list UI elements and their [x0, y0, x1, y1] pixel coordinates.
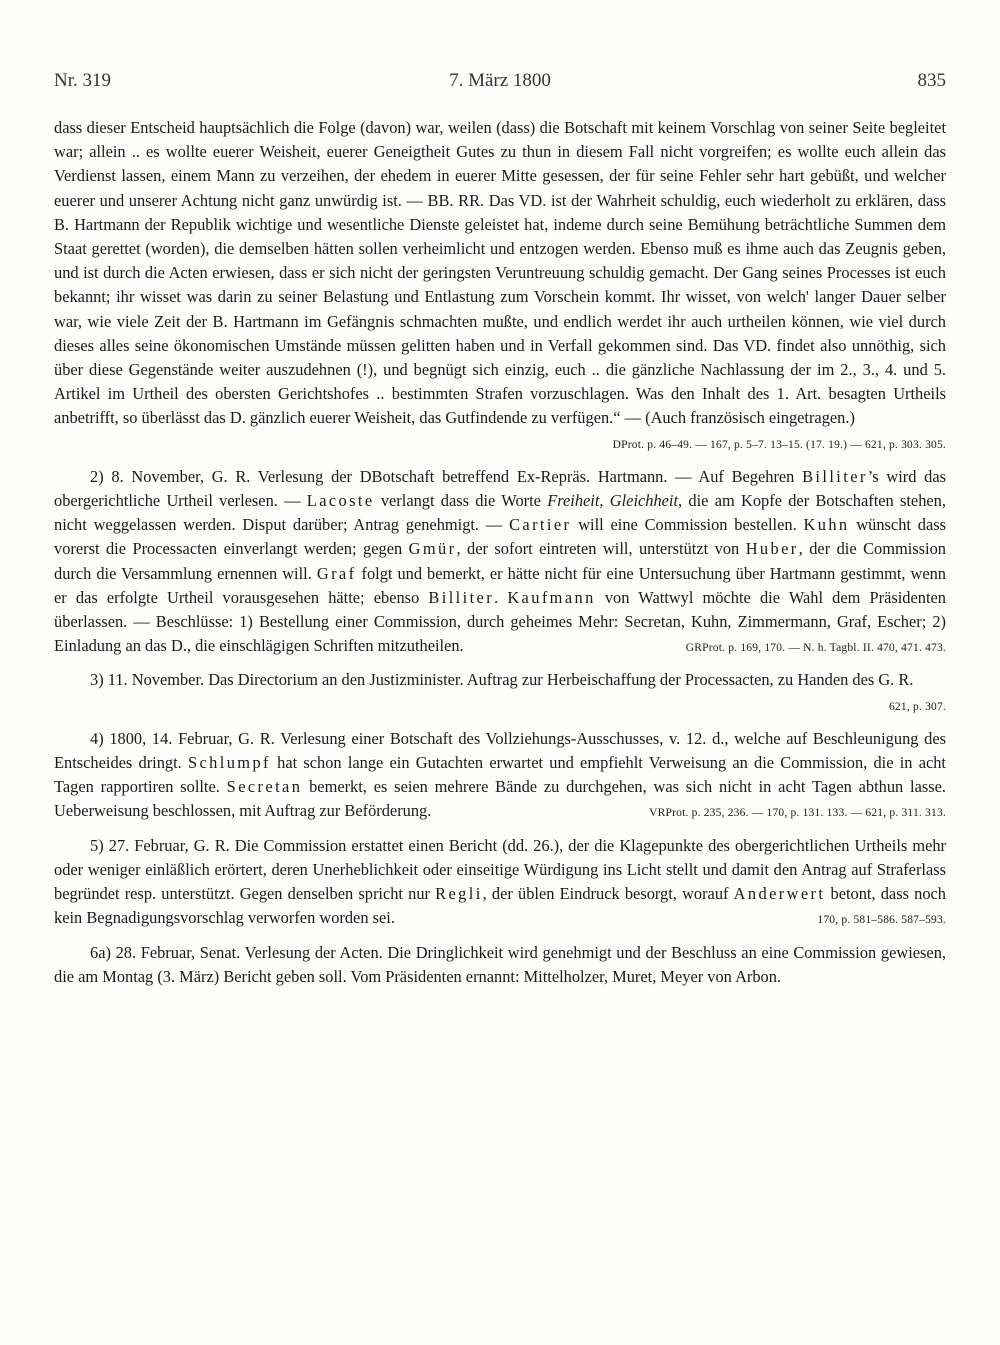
entry-text: hat schon lange ein Gutachten erwartet und empfiehlt Verweisung an die Commission, die in acht Tagen rapportiren sollte.	[54, 753, 946, 797]
page-header	[54, 70, 946, 100]
person-name: Billiter	[428, 587, 495, 607]
document-body	[54, 116, 946, 989]
entry-paragraph	[54, 465, 946, 659]
entry-text: 3) 11. November. Das Directorium an den Justizminister. Auftrag zur Herbeischaffung der Processacten, zu Handen des G. R.	[90, 670, 914, 690]
entry-text: von Wattwyl möchte die Wahl dem Präsidenten überlassen. — Beschlüsse: 1) Bestellung einer Commission, durch geheimes Mehr: Secretan, Kuhn, Zimmermann, Graf, Escher; 2) Einladung an das D., die einschlägigen Schriften mitzutheilen.	[54, 587, 946, 656]
person-name: Lacoste	[306, 491, 375, 511]
entry-paragraph	[54, 668, 946, 713]
entry-text: , der üblen Eindruck besorgt, worauf	[482, 884, 734, 904]
entry-text: 6a) 28. Februar, Senat. Verlesung der Acten. Die Dringlichkeit wird genehmigt und der Beschluss an eine Commission gewiesen, die am Montag (3. März) Bericht geben soll. Vom Präsidenten ernannt: Mittelholzer, Muret, Meyer von Arbon.	[54, 942, 946, 986]
entry-paragraph	[54, 834, 946, 931]
person-name: Graf	[316, 563, 357, 583]
entry-paragraph	[54, 941, 946, 989]
entry-text: 2) 8. November, G. R. Verlesung der DBotschaft betreffend Ex-Repräs. Hartmann. — Auf Begehren	[90, 466, 803, 486]
source-reference: DProt. p. 46–49. — 167, p. 5–7. 13–15. (17. 19.) — 621, p. 303. 305.	[612, 438, 946, 451]
document-number: Nr. 319	[54, 70, 111, 91]
source-reference: 170, p. 581–586. 587–593.	[817, 914, 946, 927]
document-date: 7. März 1800	[449, 70, 551, 91]
person-name: Regli	[435, 884, 483, 904]
entry-text: ’s wird das obergerichtliche Urtheil verlesen. —	[54, 466, 946, 511]
person-name: Anderwert	[733, 884, 826, 904]
entry-text: , der die Commission durch die Versammlung ernennen will.	[54, 539, 946, 583]
person-name: Cartier	[509, 515, 572, 535]
emphasis-text: Freiheit, Gleichheit	[547, 491, 679, 511]
entry-text: will eine Commission bestellen.	[571, 515, 804, 535]
entry-text: , die am Kopfe der Botschaften stehen, nicht weggelassen werden. Disput darüber; Antrag genehmigt. —	[54, 491, 946, 535]
entry-text: , der sofort eintreten will, unterstützt von	[456, 539, 746, 559]
source-reference: GRProt. p. 169, 170. — N. h. Tagbl. II. 470, 471. 473.	[685, 642, 946, 655]
entry-text: 4) 1800, 14. Februar, G. R. Verlesung einer Botschaft des Vollziehungs-Ausschusses, v. 12. d., welche auf Beschleunigung des Entscheides dringt.	[54, 728, 946, 773]
entry-text: folgt und bemerkt, er hätte nicht für eine Untersuchung über Hartmann gestimmt, wenn er das erfolgte Urtheil vorausgesehen hätte; ebenso	[54, 563, 946, 607]
person-name: Gmür	[408, 539, 457, 559]
entry-text: bemerkt, es seien mehrere Bände zu durchgehen, was sich nicht in acht Tagen abthun lasse. Ueberweisung beschlossen, mit Auftrag zur Beförderung.	[54, 777, 946, 821]
person-name: Huber	[745, 539, 799, 559]
person-name: Kuhn	[803, 515, 850, 535]
person-name: Billiter	[802, 466, 868, 486]
person-name: Secretan	[226, 777, 303, 797]
entry-paragraph	[54, 727, 946, 824]
entry-text: betont, dass noch kein Begnadigungsvorschlag verworfen worden sei.	[54, 884, 946, 928]
person-name: Kaufmann	[507, 587, 596, 607]
page-number: 835	[917, 70, 946, 91]
entries-list	[54, 465, 946, 989]
continuation-paragraph	[54, 116, 946, 451]
entry-text: .	[494, 587, 508, 607]
entry-text: 5) 27. Februar, G. R. Die Commission erstattet einen Bericht (dd. 26.), der die Klagepunkte des obergerichtlichen Urtheils mehr oder weniger einläßlich erörtert, deren Unerheblichkeit oder einseitige Würdigung ins Licht stellt und damit den Antrag auf Straferlass begründet resp. unterstützt. Gegen denselben spricht nur	[54, 835, 946, 904]
entry-text: wünscht dass vorerst die Processacten einverlangt werden; gegen	[54, 515, 946, 559]
entry-text: verlangt dass die Worte	[374, 491, 548, 511]
person-name: Schlumpf	[187, 753, 271, 773]
paragraph-text: dass dieser Entscheid hauptsächlich die Folge (davon) war, weilen (dass) die Botschaft mit keinem Vorschlag von seiner Seite begleitet war; allein .. es wollte euerer Weisheit, euerer Geneigtheit Gutes zu thun in diesem Fall nicht vorgreifen; es wollte euch allein das Verdienst lassen, einem Mann zu verzeihen, der ehedem in euerer Mitte gesessen, der für seine Fehler sehr hart gebüßt, und welcher euerer und unserer Achtung nicht ganz unwürdig ist. — BB. RR. Das VD. ist der Wahrheit schuldig, euch wiederholt zu erklären, dass B. Hartmann der Republik wichtige und wesentliche Dienste geleistet hat, indeme durch seine Bemühung beträchtliche Summen dem Staat gerettet (worden), die demselben hätten sollen verheimlicht und entzogen werden. Ebenso muß es ihme auch das Zeugnis geben, und ist durch die Acten erwiesen, dass er sich nicht der geringsten Veruntreuung schuldig gemacht. Der Gang seines Processes ist euch bekannt; ihr wisset was darin zu seiner Belastung und Entlastung zum Vorschein kommt. Ihr wisset, von welch' langer Dauer selber war, wie viele Zeit der B. Hartmann im Gefängnis schmachten mußte, und endlich werdet ihr auch urtheilen können, wie viel durch dieses alles seine ökonomischen Umstände müssen gelitten haben und in Verfall gekommen sind. Das VD. findet also unnöthig, sich über diese Gegenstände weiter auszudehnen (!), und begnügt sich einzig, euch .. die gänzliche Nachlassung der im 2., 3., 4. und 5. Artikel im Urtheil des obersten Gerichtshofes .. bestimmten Strafen vorzuschlagen. Was den Inhalt des 1. Art. besagten Urtheils anbetrifft, so überlässt das D. gänzlich euerer Weisheit, das Gutfindende zu verfügen.“ — (Auch französisch eingetragen.)	[54, 118, 946, 428]
source-reference: VRProt. p. 235, 236. — 170, p. 131. 133. — 621, p. 311. 313.	[649, 807, 946, 820]
source-reference: 621, p. 307.	[888, 700, 946, 713]
